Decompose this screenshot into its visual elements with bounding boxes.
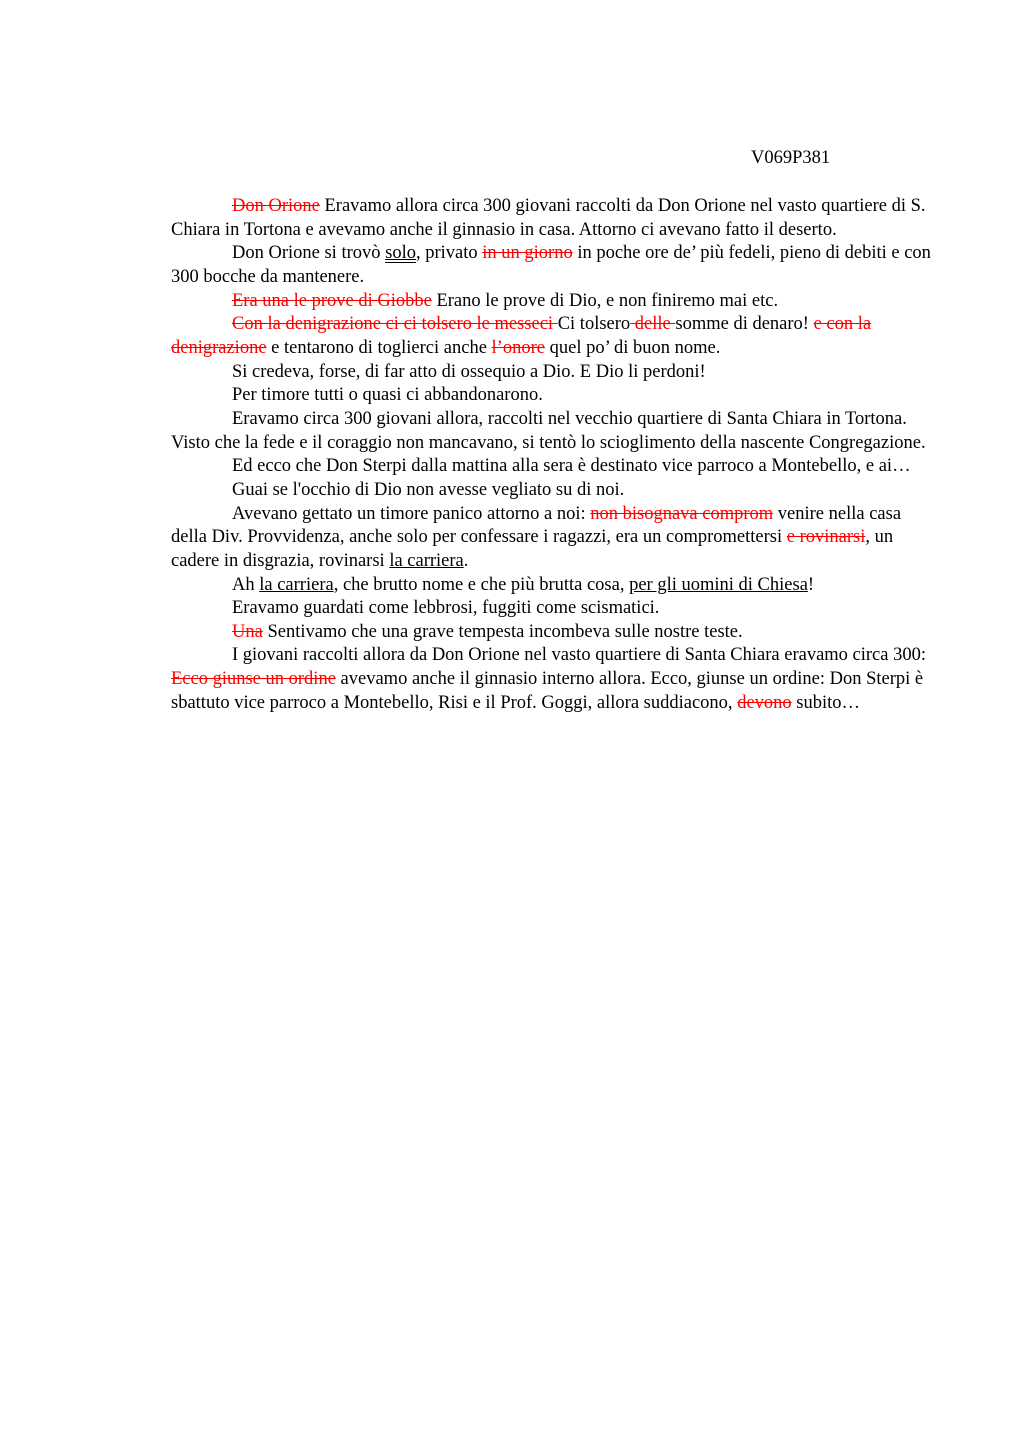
deleted-text: Era una le prove di Giobbe: [232, 290, 432, 311]
text-segment: , privato: [415, 243, 483, 264]
text-segment: Eravamo allora circa 300 giovani raccolti da Don Orione nel vasto quartiere di S. Chiara in Tortona e avevamo anche il ginnasio in casa. Attorno ci avevano fatto il deserto.: [171, 196, 926, 240]
underlined-text: la carriera: [389, 550, 464, 571]
text-segment: in poche ore de’ più fedeli, pieno di debiti e con 300 bocche da mantenere.: [171, 243, 931, 287]
text-segment: Si credeva, forse, di far atto di ossequio a Dio. E Dio li perdoni!: [232, 361, 706, 382]
text-segment: venire nella casa della Div. Provvidenza, anche solo per confessare i ragazzi, era un compromettersi: [171, 503, 902, 548]
deleted-text: in un giorno: [482, 243, 573, 264]
deleted-text: Una: [232, 621, 263, 642]
text-segment: Ci tolsero: [557, 314, 631, 335]
text-segment: Erano le prove di Dio, e non finiremo mai etc.: [431, 290, 779, 311]
deleted-text: delle: [630, 314, 676, 335]
deleted-text: Ecco giunse un ordine: [171, 669, 336, 690]
double-underlined-text: solo: [385, 243, 416, 264]
paragraph: [171, 503, 933, 574]
paragraph: [171, 621, 933, 645]
text-segment: Don Orione si trovò: [232, 243, 386, 264]
underlined-text: la carriera: [259, 574, 334, 595]
text-segment: Sentivamo che una grave tempesta incombeva sulle nostre teste.: [262, 621, 743, 642]
paragraph: [171, 242, 933, 289]
paragraph: [171, 479, 933, 503]
text-segment: e tentarono di toglierci anche: [266, 337, 492, 358]
text-segment: somme di denaro!: [675, 314, 814, 335]
paragraph: [171, 597, 933, 621]
paragraph: [171, 361, 933, 385]
paragraph: [171, 574, 933, 598]
text-segment: Per timore tutti o quasi ci abbandonarono.: [232, 385, 543, 406]
document-body: [171, 195, 933, 715]
text-segment: avevamo anche il ginnasio interno allora. Ecco, giunse un ordine: Don Sterpi è sbattuto vice parroco a Montebello, Risi e il Prof. Goggi, allora suddiacono,: [171, 669, 924, 713]
text-segment: , un cadere in disgrazia, rovinarsi: [171, 527, 894, 571]
deleted-text: Con la denigrazione ci ci tolsero le messeci: [232, 314, 558, 335]
paragraph: [171, 408, 933, 455]
text-segment: Ah: [232, 574, 260, 595]
text-segment: .: [463, 550, 469, 571]
text-segment: Eravamo guardati come lebbrosi, fuggiti come scismatici.: [232, 598, 660, 619]
text-segment: Avevano gettato un timore panico attorno a noi:: [232, 503, 591, 524]
paragraph: [171, 313, 933, 360]
paragraph: [171, 455, 933, 479]
underlined-text: per gli uomini di Chiesa: [629, 574, 808, 595]
document-id: V069P381: [751, 148, 831, 168]
paragraph: [171, 644, 933, 715]
text-segment: !: [807, 574, 815, 595]
deleted-text: l’onore: [491, 337, 545, 358]
text-segment: I giovani raccolti allora da Don Orione nel vasto quartiere di Santa Chiara eravamo circa 300:: [232, 645, 926, 666]
deleted-text: e rovinarsi: [786, 527, 866, 548]
deleted-text: devono: [737, 692, 792, 713]
deleted-text: e con la denigrazione: [171, 314, 872, 358]
text-segment: Eravamo circa 300 giovani allora, raccolti nel vecchio quartiere di Santa Chiara in Tortona. Visto che la fede e il coraggio non mancavano, si tentò lo scioglimento della nascente Congregazione.: [171, 408, 926, 453]
paragraph: [171, 384, 933, 408]
text-segment: quel po’ di buon nome.: [544, 337, 721, 358]
text-segment: Guai se l'occhio di Dio non avesse vegliato su di noi.: [232, 479, 625, 500]
paragraph: [171, 195, 933, 242]
text-segment: Ed ecco che Don Sterpi dalla mattina alla sera è destinato vice parroco a Montebello, e ai…: [232, 456, 911, 477]
deleted-text: non bisognava comprom: [590, 503, 774, 524]
text-segment: subito…: [791, 692, 861, 713]
paragraph: [171, 290, 933, 314]
text-segment: , che brutto nome e che più brutta cosa,: [333, 574, 630, 595]
deleted-text: Don Orione: [232, 196, 320, 216]
